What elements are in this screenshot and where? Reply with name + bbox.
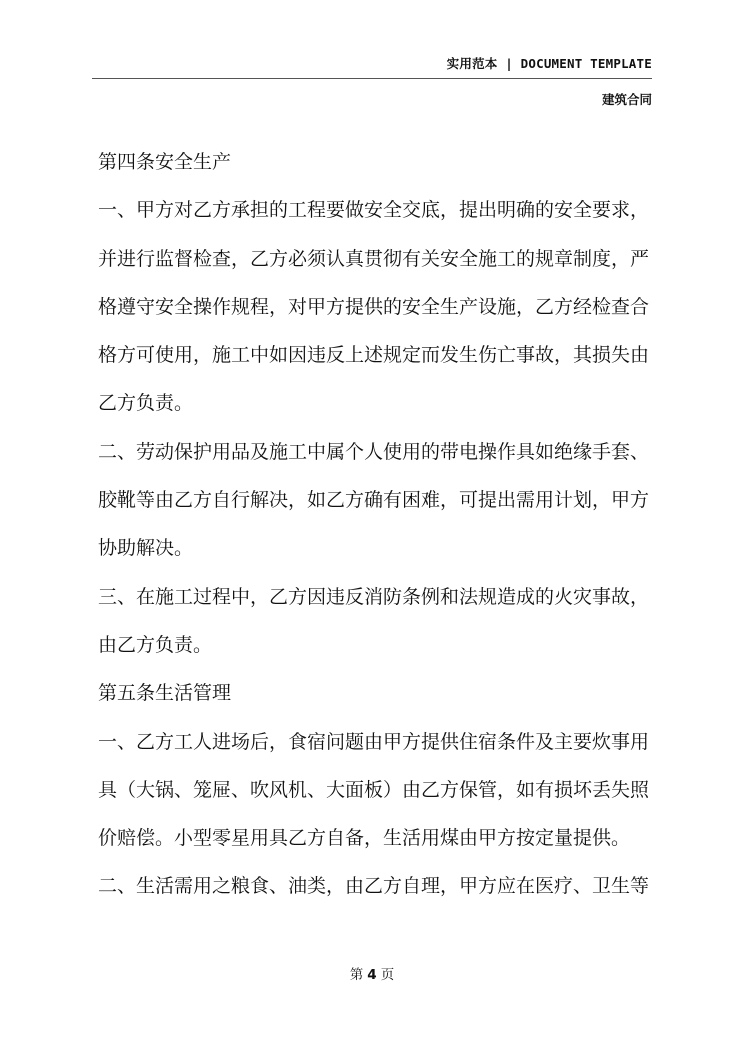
paragraph-line: 二、生活需用之粮食、油类，由乙方自理，甲方应在医疗、卫生等 — [98, 875, 650, 898]
paragraph-line: 格方可使用，施工中如因违反上述规定而发生伤亡事故，其损失由 — [98, 344, 650, 367]
header-subtitle: 建筑合同 — [601, 92, 652, 107]
paragraph-line: 并进行监督检查，乙方必须认真贯彻有关安全施工的规章制度，严 — [98, 247, 650, 270]
paragraph-line: 一、甲方对乙方承担的工程要做安全交底，提出明确的安全要求， — [98, 199, 650, 222]
header-title: 实用范本 | DOCUMENT TEMPLATE — [446, 56, 652, 71]
section-heading: 第四条安全生产 — [98, 151, 232, 173]
paragraph-line: 三、在施工过程中，乙方因违反消防条例和法规造成的火灾事故， — [98, 585, 650, 608]
page-number: 4 — [367, 967, 377, 983]
paragraph-line: 二、劳动保护用品及施工中属个人使用的带电操作具如绝缘手套、 — [98, 440, 650, 463]
paragraph-line: 具（大锅、笼屉、吹风机、大面板）由乙方保管，如有损坏丢失照 — [98, 778, 650, 801]
paragraph-line: 胶靴等由乙方自行解决，如乙方确有困难，可提出需用计划，甲方 — [98, 489, 650, 512]
page-suffix: 页 — [380, 967, 395, 983]
page-prefix: 第 — [349, 967, 364, 983]
paragraph-line: 协助解决。 — [98, 537, 194, 560]
document-body — [98, 138, 658, 911]
page-footer — [0, 963, 744, 983]
paragraph-line: 格遵守安全操作规程，对甲方提供的安全生产设施，乙方经检查合 — [98, 295, 650, 318]
paragraph-line: 由乙方负责。 — [98, 633, 213, 656]
paragraph-line: 一、乙方工人进场后，食宿问题由甲方提供住宿条件及主要炊事用 — [98, 730, 650, 753]
header-divider — [92, 78, 652, 79]
paragraph-line: 乙方负责。 — [98, 392, 194, 415]
paragraph-line: 价赔偿。小型零星用具乙方自备，生活用煤由甲方按定量提供。 — [98, 827, 631, 850]
section-heading: 第五条生活管理 — [98, 682, 232, 705]
